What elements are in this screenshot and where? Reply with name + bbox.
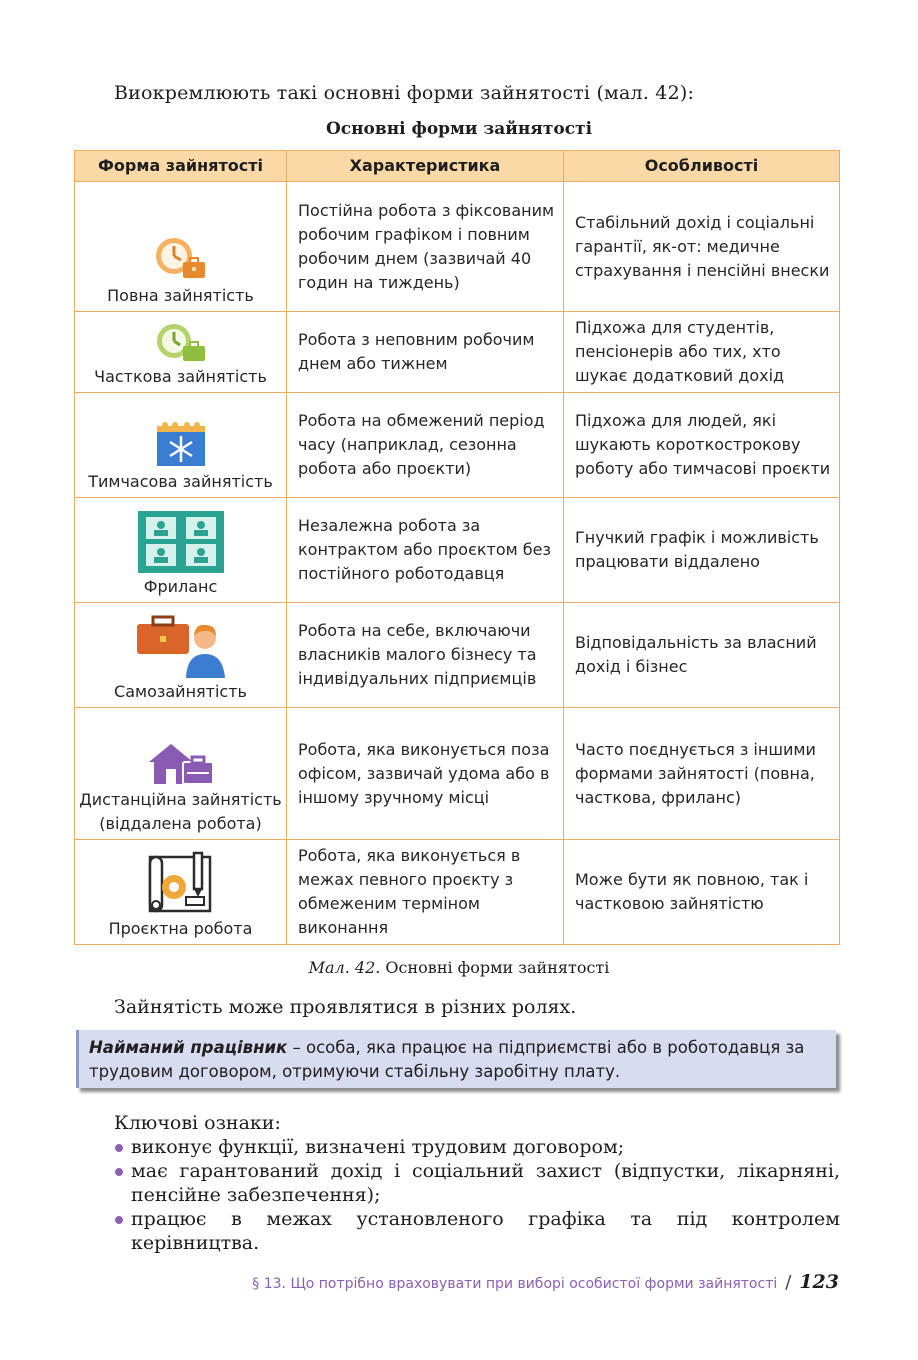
form-name: Самозайнятість (114, 682, 247, 701)
header-characteristic: Характеристика (287, 151, 564, 182)
form-cell (75, 603, 287, 708)
features-cell: Часто поєднується з іншими формами зайнятості (повна, часткова, фриланс) (564, 708, 840, 840)
form-name: Часткова зайнятість (94, 367, 267, 386)
table-row (75, 312, 840, 393)
list-item: працює в межах установленого графіка та під контролем керівництва. (114, 1207, 840, 1255)
features-cell: Гнучкий графік і можливість працювати віддалено (564, 498, 840, 603)
table-row (75, 603, 840, 708)
coworking-desks-icon (138, 511, 224, 573)
figure-caption (0, 958, 918, 977)
table-row (75, 708, 840, 840)
page-footer (252, 1271, 839, 1293)
clock-briefcase-green-icon (154, 321, 208, 363)
blueprint-gear-icon (146, 851, 216, 915)
characteristic-cell: Робота, яка виконується поза офісом, зазвичай удома або в іншому зручному місці (287, 708, 564, 840)
table-row (75, 182, 840, 312)
list-item: виконує функції, визначені трудовим договором; (114, 1135, 840, 1159)
form-cell (75, 498, 287, 603)
caption-text: Основні форми зайнятості (380, 958, 610, 977)
form-cell (75, 182, 287, 312)
definition-term: Найманий працівник (89, 1038, 288, 1057)
features-cell: Підхожа для людей, які шукають короткострокову роботу або тимчасові проєкти (564, 393, 840, 498)
employment-forms-table (74, 150, 840, 945)
form-cell (75, 840, 287, 945)
header-features: Особливості (564, 151, 840, 182)
characteristic-cell: Незалежна робота за контрактом або проєктом без постійного роботодавця (287, 498, 564, 603)
features-cell: Відповідальність за власний дохід і бізнес (564, 603, 840, 708)
definition-box (76, 1030, 836, 1088)
roles-paragraph: Зайнятість може проявлятися в різних ролях. (114, 996, 577, 1018)
table-row (75, 393, 840, 498)
intro-text: Виокремлюють такі основні форми зайнятості (мал. 42): (114, 82, 695, 104)
definition-text: – особа, яка працює на підприємстві або в роботодавця за трудовим договором, отримуючи стабільну заробітну плату. (89, 1038, 805, 1081)
form-cell (75, 312, 287, 393)
features-cell: Стабільний дохід і соціальні гарантії, як-от: медичне страхування і пенсійні внески (564, 182, 840, 312)
characteristic-cell: Робота на себе, включаючи власників малого бізнесу та індивідуальних підприємців (287, 603, 564, 708)
clock-briefcase-icon (154, 234, 208, 282)
key-features-list (114, 1135, 840, 1255)
characteristic-cell: Робота на обмежений період часу (наприклад, сезонна робота або проєкти) (287, 393, 564, 498)
form-name: Повна зайнятість (107, 286, 254, 305)
form-cell (75, 708, 287, 840)
form-name: Проєктна робота (108, 919, 253, 938)
form-name: Фриланс (143, 577, 218, 596)
calendar-snowflake-icon (155, 420, 207, 468)
form-name: Тимчасова зайнятість (88, 472, 273, 491)
header-form: Форма зайнятості (75, 151, 287, 182)
footer-separator: / (785, 1272, 792, 1293)
features-cell: Може бути як повною, так і частковою зайнятістю (564, 840, 840, 945)
caption-label: Мал. 42. (308, 958, 381, 977)
features-cell: Підхожа для студентів, пенсіонерів або тих, хто шукає додатковий дохід (564, 312, 840, 393)
list-item: має гарантований дохід і соціальний захист (відпустки, лікарняні, пенсійне забезпечення); (114, 1159, 840, 1207)
house-briefcase-icon (147, 742, 215, 786)
page-number: 123 (799, 1271, 839, 1293)
characteristic-cell: Робота з неповним робочим днем або тижнем (287, 312, 564, 393)
form-cell (75, 393, 287, 498)
person-briefcase-icon (135, 614, 227, 678)
key-features-title: Ключові ознаки: (114, 1112, 281, 1134)
table-row (75, 498, 840, 603)
characteristic-cell: Робота, яка виконується в межах певного проєкту з обмеженим терміном виконання (287, 840, 564, 945)
table-header-row (75, 151, 840, 182)
table-row (75, 840, 840, 945)
footer-section: § 13. Що потрібно враховувати при виборі особистої форми зайнятості (252, 1276, 778, 1292)
table-title: Основні форми зайнятості (325, 119, 593, 139)
form-name: Дистанційна зайнятість (віддалена робота) (79, 790, 282, 833)
characteristic-cell: Постійна робота з фіксованим робочим графіком і повним робочим днем (зазвичай 40 годин на тиждень) (287, 182, 564, 312)
